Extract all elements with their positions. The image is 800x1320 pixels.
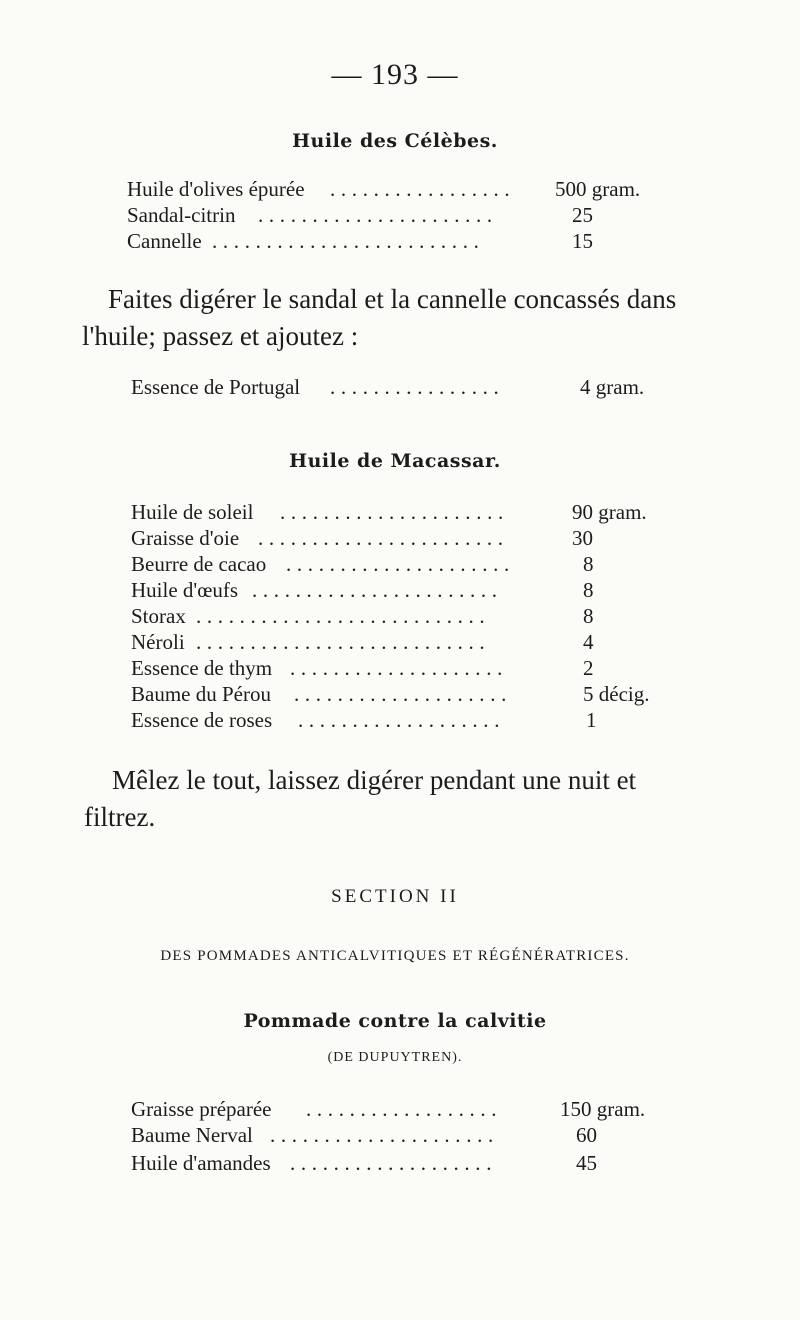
- ingredient-quantity: 500 gram.: [555, 177, 641, 201]
- dot-leader: . . . . . . . . . . . . . . . .: [330, 375, 499, 399]
- instruction-line: filtrez.: [84, 802, 156, 832]
- ingredient-quantity: 2: [583, 656, 594, 680]
- ingredient-quantity: 5 décig.: [583, 682, 650, 706]
- dot-leader: . . . . . . . . . . . . . . . . . . . . . . .: [258, 526, 504, 550]
- dot-leader: . . . . . . . . . . . . . . . . . . . . . . . . .: [212, 229, 480, 253]
- ingredient-name: Graisse d'oie: [131, 526, 240, 550]
- ingredient-name: Graisse préparée: [131, 1097, 272, 1121]
- ingredient-quantity: 45: [576, 1151, 597, 1175]
- ingredient-name: Huile d'amandes: [131, 1151, 271, 1175]
- ingredient-name: Sandal-citrin: [127, 203, 236, 227]
- ingredient-name: Néroli: [131, 630, 185, 654]
- ingredient-name: Huile d'œufs: [131, 578, 239, 602]
- ingredient-name: Huile de soleil: [131, 500, 254, 524]
- recipe-author: (DE DUPUYTREN).: [327, 1050, 463, 1065]
- ingredient-name: Essence de roses: [131, 708, 273, 732]
- dot-leader: . . . . . . . . . . . . . . . . . . . .: [294, 682, 507, 706]
- ingredient-name: Essence de thym: [131, 656, 273, 680]
- dot-leader: . . . . . . . . . . . . . . . . . . . . . .: [258, 203, 493, 227]
- ingredient-name: Storax: [131, 604, 186, 628]
- dot-leader: . . . . . . . . . . . . . . . . . . .: [290, 1151, 492, 1175]
- instruction-line: Mêlez le tout, laissez digérer pendant une nuit et: [112, 765, 637, 795]
- dot-leader: . . . . . . . . . . . . . . . . . . . . . . .: [252, 578, 498, 602]
- ingredient-name: Huile d'olives épurée: [127, 177, 305, 201]
- recipe-title-celebes: Huile des Célèbes.: [292, 130, 498, 152]
- ingredient-quantity: 60: [576, 1123, 597, 1147]
- ingredient-quantity: 8: [583, 552, 594, 576]
- ingredient-quantity: 1: [586, 708, 597, 732]
- instruction-line: Faites digérer le sandal et la cannelle concassés dans: [108, 284, 677, 314]
- page-number: — 193 —: [331, 58, 459, 91]
- ingredient-quantity: 150 gram.: [560, 1097, 646, 1121]
- ingredient-name: Baume du Pérou: [131, 682, 271, 706]
- ingredient-quantity: 4 gram.: [580, 375, 645, 399]
- ingredient-quantity: 90 gram.: [572, 500, 647, 524]
- ingredient-quantity: 8: [583, 604, 594, 628]
- dot-leader: . . . . . . . . . . . . . . . . . .: [306, 1097, 497, 1121]
- dot-leader: . . . . . . . . . . . . . . . . . . .: [298, 708, 500, 732]
- ingredient-quantity: 8: [583, 578, 594, 602]
- ingredient-quantity: 30: [572, 526, 593, 550]
- dot-leader: . . . . . . . . . . . . . . . . . . . . .: [280, 500, 504, 524]
- ingredient-quantity: 15: [572, 229, 593, 253]
- ingredient-name: Baume Nerval: [131, 1123, 253, 1147]
- dot-leader: . . . . . . . . . . . . . . . . . . . . .: [270, 1123, 494, 1147]
- ingredient-quantity: 25: [572, 203, 593, 227]
- ingredient-quantity: 4: [583, 630, 594, 654]
- ingredient-name: Beurre de cacao: [131, 552, 267, 576]
- section-heading: SECTION II: [331, 886, 459, 907]
- dot-leader: . . . . . . . . . . . . . . . . .: [330, 177, 510, 201]
- instruction-line: l'huile; passez et ajoutez :: [82, 321, 359, 351]
- dot-leader: . . . . . . . . . . . . . . . . . . . . . . . . . . .: [196, 604, 485, 628]
- dot-leader: . . . . . . . . . . . . . . . . . . . . . . . . . . .: [196, 630, 485, 654]
- ingredient-name: Essence de Portugal: [131, 375, 301, 399]
- recipe-title-pommade: Pommade contre la calvitie: [243, 1010, 547, 1032]
- dot-leader: . . . . . . . . . . . . . . . . . . . .: [290, 656, 503, 680]
- recipe-title-macassar: Huile de Macassar.: [289, 450, 501, 472]
- dot-leader: . . . . . . . . . . . . . . . . . . . . .: [286, 552, 510, 576]
- ingredient-name: Cannelle: [127, 229, 202, 253]
- section-title: DES POMMADES ANTICALVITIQUES ET RÉGÉNÉRATRICES.: [160, 948, 630, 964]
